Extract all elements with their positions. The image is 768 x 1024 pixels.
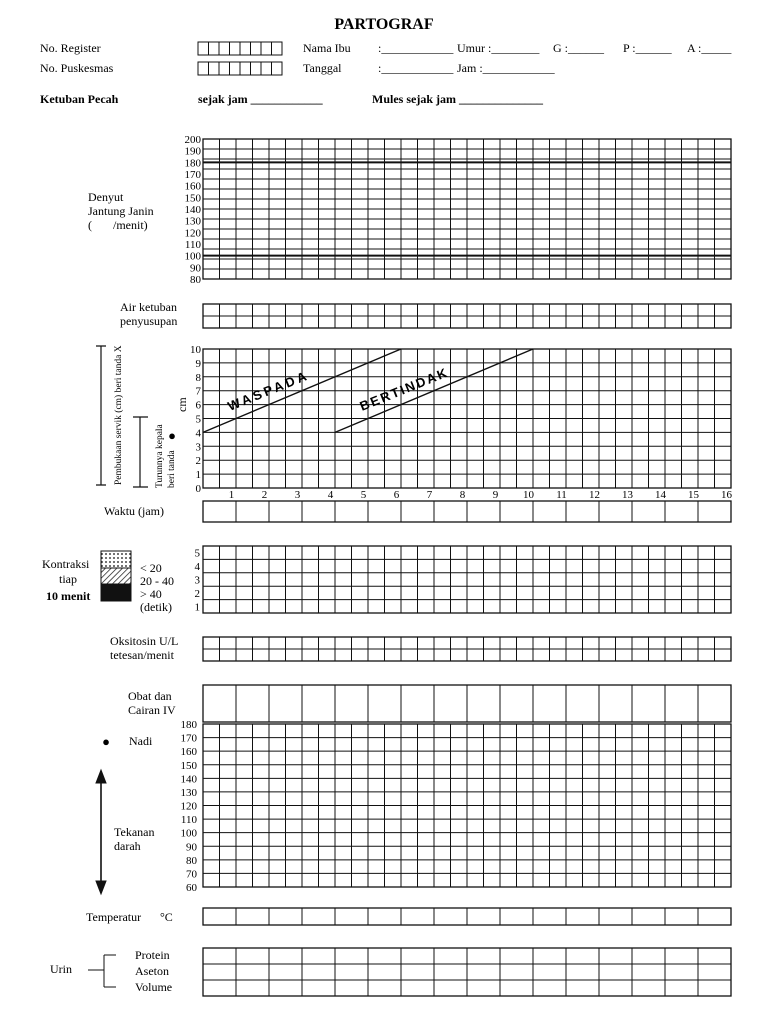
amniotic-label [120,300,177,328]
axis-tick-label: 60 [186,882,197,894]
urine-label: Urin [50,962,72,976]
svg-text:Jantung Janin: Jantung Janin [88,204,154,218]
temperature-label: Temperatur [86,910,142,924]
axis-tick-label: 130 [184,215,201,228]
svg-text:Cairan IV: Cairan IV [128,703,176,717]
alert-line-label: WASPADA [225,367,312,414]
axis-tick-label: 3 [194,574,200,587]
axis-tick-label: 190 [184,145,201,158]
axis-tick-label: 180 [184,157,201,170]
hour-tick-label: 11 [556,489,567,501]
svg-text:(detik): (detik) [140,600,172,614]
axis-tick-label: 70 [186,868,197,881]
svg-text:Denyut: Denyut [88,190,124,204]
urine-row-labels [135,948,172,994]
axis-tick-label: 1 [195,469,201,482]
svg-text:darah: darah [114,839,141,853]
contraction-legend [140,561,174,614]
umur-field[interactable]: Umur :________ [457,41,540,55]
hatched-swatch-icon [101,568,131,584]
hour-labels [229,489,733,501]
page-title: PARTOGRAF [334,16,434,33]
puskesmas-label: No. Puskesmas [40,61,114,75]
vitals-grid[interactable] [203,724,731,887]
svg-text:Obat dan: Obat dan [128,689,172,703]
axis-tick-label: 90 [190,262,201,275]
code-box-cell[interactable] [251,62,262,75]
code-box-cell[interactable] [209,42,220,55]
svg-text:beri tanda: beri tanda [167,450,177,488]
bp-label [114,825,154,853]
axis-tick-label: 80 [186,854,197,867]
hour-tick-label: 12 [589,489,600,501]
svg-text:tetesan/menit: tetesan/menit [110,648,174,662]
contraction-axis [195,548,201,614]
hour-tick-label: 7 [426,489,433,501]
dotted-swatch-icon [101,551,131,568]
svg-text:Kontraksi: Kontraksi [42,557,90,571]
axis-tick-label: 120 [180,800,197,813]
code-box-cell[interactable] [240,42,251,55]
fhr-label [88,190,154,232]
svg-text:20 - 40: 20 - 40 [140,574,174,588]
hour-tick-label: 1 [228,489,235,501]
abortus-field[interactable]: A :_____ [687,41,732,55]
code-box-cell[interactable] [261,42,272,55]
axis-tick-label: 6 [195,399,201,412]
nama-ibu-label: Nama Ibu [303,41,351,55]
axis-tick-label: 100 [184,250,201,263]
amniotic-grid[interactable] [203,304,731,328]
axis-tick-label: 90 [186,841,197,854]
hour-tick-label: 16 [721,489,732,501]
urine-brace [88,955,116,987]
svg-text:penyusupan: penyusupan [120,314,178,328]
hour-tick-label: 4 [327,489,334,501]
hour-tick-label: 2 [261,489,268,501]
contraction-legend-swatches [101,551,131,601]
axis-tick-label: 200 [184,134,201,146]
code-box-cell[interactable] [240,62,251,75]
contraction-grid[interactable] [203,546,731,613]
axis-tick-label: 5 [195,413,201,426]
cm-unit: cm [175,397,189,412]
tanggal-label: Tanggal [303,61,342,75]
axis-tick-label: 3 [195,441,201,454]
register-code-box[interactable] [198,42,282,55]
axis-tick-label: 110 [184,239,201,251]
code-box-cell[interactable] [230,62,241,75]
hour-tick-label: 13 [622,489,633,501]
sejak-jam-field[interactable]: sejak jam ____________ [198,92,323,106]
puskesmas-code-box[interactable] [198,62,282,75]
axis-tick-label: 7 [195,385,201,398]
axis-tick-label: 5 [194,547,200,560]
oxytocin-label [110,634,178,662]
code-box-cell[interactable] [219,62,230,75]
dilation-grid[interactable] [203,349,731,488]
axis-tick-label: 140 [180,773,197,786]
svg-text:Air ketuban: Air ketuban [120,300,177,314]
axis-tick-label: 80 [190,274,201,286]
axis-tick-label: 160 [184,180,201,193]
gravida-field[interactable]: G :______ [553,41,604,55]
oxytocin-grid[interactable] [203,637,731,661]
dilation-axis [190,344,202,495]
axis-tick-label: 150 [180,759,197,772]
axis-tick-label: 160 [180,746,197,759]
code-box-cell[interactable] [198,62,209,75]
solid-swatch-icon [101,584,131,601]
cervix-label: Pembukaan servik (cm) beri tanda X [114,345,124,485]
svg-text:Aseton: Aseton [135,964,169,978]
code-box-cell[interactable] [209,62,220,75]
descent-marker-icon: ● [168,428,176,443]
svg-text:> 40: > 40 [140,587,162,601]
code-box-cell[interactable] [272,42,283,55]
hour-tick-label: 14 [655,489,666,501]
svg-text:Tekanan: Tekanan [114,825,155,839]
axis-tick-label: 150 [184,192,201,205]
axis-tick-label: 140 [184,204,201,216]
contraction-label [42,557,90,603]
axis-tick-label: 180 [180,719,197,731]
ketuban-label: Ketuban Pecah [40,92,119,106]
axis-tick-label: 4 [194,561,200,574]
code-box-cell[interactable] [261,62,272,75]
pulse-marker-icon: ● [102,734,110,749]
hour-tick-label: 6 [393,489,400,501]
svg-text:tiap: tiap [59,572,77,586]
temperature-grid[interactable] [203,908,731,925]
svg-text:Turunnya kepala: Turunnya kepala [155,424,165,488]
axis-tick-label: 8 [195,371,201,384]
hour-tick-label: 15 [688,489,699,501]
axis-tick-label: 2 [194,587,200,600]
jam-field[interactable]: Jam :____________ [457,61,555,75]
hour-tick-label: 3 [294,489,301,501]
nama-ibu-field[interactable]: :____________ [378,41,454,55]
tanggal-field[interactable]: :____________ [378,61,454,75]
urine-grid[interactable] [203,948,731,996]
code-box-cell[interactable] [230,42,241,55]
axis-tick-label: 0 [195,483,201,495]
mules-field[interactable]: Mules sejak jam ______________ [372,92,543,106]
svg-text:Volume: Volume [135,980,173,994]
hour-tick-label: 5 [360,489,367,501]
axis-tick-label: 170 [180,732,197,745]
register-label: No. Register [40,41,101,55]
axis-tick-label: 120 [184,227,201,240]
axis-tick-label: 110 [180,814,197,827]
code-box-cell[interactable] [219,42,230,55]
action-line-label: BERTINDAK [357,364,451,414]
fhr-axis [185,134,202,286]
axis-tick-label: 9 [195,357,201,370]
temperature-unit: °C [160,910,173,924]
time-row[interactable] [203,501,731,522]
axis-tick-label: 100 [180,827,197,840]
axis-tick-label: 2 [195,455,201,468]
axis-tick-label: 130 [180,786,197,799]
time-label: Waktu (jam) [104,504,165,518]
drugs-grid[interactable] [203,685,731,722]
axis-tick-label: 10 [190,344,201,356]
bp-arrow-icon [96,770,106,894]
code-box-cell[interactable] [251,42,262,55]
svg-text:< 20: < 20 [140,561,162,575]
svg-text:Oksitosin U/L: Oksitosin U/L [110,634,179,648]
axis-tick-label: 1 [194,601,200,614]
fhr-grid[interactable] [203,139,731,279]
vitals-axis [181,719,198,894]
code-box-cell[interactable] [272,62,283,75]
hour-tick-label: 9 [492,489,499,501]
drugs-label [128,689,176,717]
pulse-label: Nadi [129,734,153,748]
svg-text:10 menit: 10 menit [46,589,91,603]
para-field[interactable]: P :______ [623,41,672,55]
code-box-cell[interactable] [198,42,209,55]
axis-tick-label: 170 [184,169,201,181]
axis-tick-label: 4 [195,427,201,440]
hour-tick-label: 8 [459,489,466,501]
svg-text:Protein: Protein [135,948,170,962]
hour-tick-label: 10 [523,489,534,501]
svg-text:( /menit): ( /menit) [88,218,148,232]
